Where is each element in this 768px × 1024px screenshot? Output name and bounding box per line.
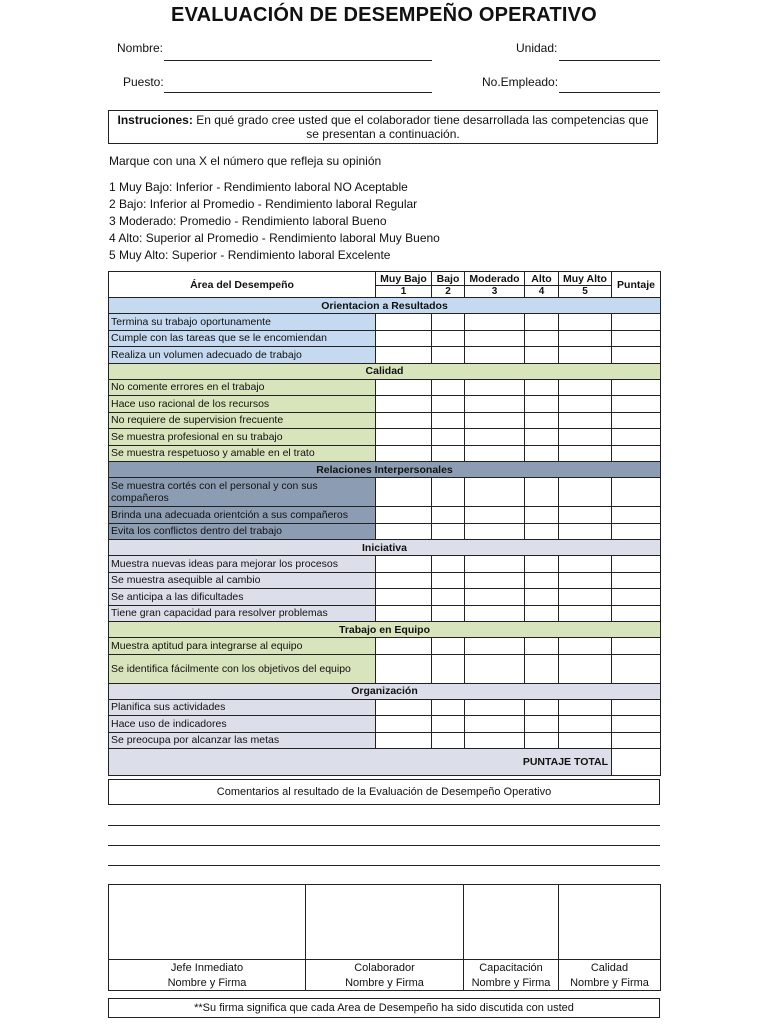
rating-cell-5[interactable]: [559, 412, 612, 429]
rating-cell-1[interactable]: [376, 412, 432, 429]
rating-cell-3[interactable]: [465, 412, 525, 429]
rating-cell-4[interactable]: [525, 445, 559, 462]
rating-cell-5[interactable]: [559, 429, 612, 446]
rating-cell-4[interactable]: [525, 347, 559, 364]
rating-cell-5[interactable]: [559, 507, 612, 524]
rating-cell-2[interactable]: [432, 699, 465, 716]
signature-subtitle: Nombre y Firma: [306, 975, 464, 991]
signature-space-capacitacion[interactable]: [464, 885, 559, 960]
rating-cell-4[interactable]: [525, 314, 559, 331]
rating-cell-4[interactable]: [525, 396, 559, 413]
rating-cell-4[interactable]: [525, 716, 559, 733]
comment-line[interactable]: [108, 825, 660, 826]
criterion-label: Se muestra asequible al cambio: [109, 572, 376, 589]
score-cell[interactable]: [612, 396, 661, 413]
criterion-row: [109, 429, 661, 446]
level-header: Muy Alto: [559, 272, 612, 286]
rating-cell-3[interactable]: [465, 523, 525, 540]
rating-cell-4[interactable]: [525, 507, 559, 524]
rating-cell-4[interactable]: [525, 589, 559, 606]
rating-cell-2[interactable]: [432, 330, 465, 347]
criterion-label: Cumple con las tareas que se le encomiendan: [109, 330, 376, 347]
unidad-field[interactable]: [559, 60, 660, 61]
section-title: Orientacion a Resultados: [109, 298, 661, 314]
rating-cell-4[interactable]: [525, 732, 559, 749]
score-cell[interactable]: [612, 638, 661, 655]
rating-cell-2[interactable]: [432, 347, 465, 364]
scale-item: 4 Alto: Superior al Promedio - Rendimiento laboral Muy Bueno: [109, 231, 440, 245]
score-cell[interactable]: [612, 589, 661, 606]
rating-cell-2[interactable]: [432, 732, 465, 749]
section-row: [109, 363, 661, 379]
rating-cell-5[interactable]: [559, 699, 612, 716]
section-row: [109, 622, 661, 638]
criterion-row: [109, 654, 661, 683]
section-row: [109, 683, 661, 699]
rating-cell-3[interactable]: [465, 716, 525, 733]
total-label: PUNTAJE TOTAL: [109, 749, 612, 776]
signature-space-jefe[interactable]: [109, 885, 306, 960]
rating-cell-5[interactable]: [559, 716, 612, 733]
section-title: Iniciativa: [109, 540, 661, 556]
level-number: 4: [525, 286, 559, 298]
criterion-row: [109, 412, 661, 429]
rating-cell-1[interactable]: [376, 507, 432, 524]
mark-instruction: Marque con una X el número que refleja su opinión: [109, 154, 382, 168]
rating-cell-4[interactable]: [525, 654, 559, 683]
criterion-row: [109, 699, 661, 716]
puesto-field[interactable]: [164, 92, 432, 93]
rating-cell-1[interactable]: [376, 654, 432, 683]
rating-cell-4[interactable]: [525, 556, 559, 573]
rating-cell-1[interactable]: [376, 445, 432, 462]
rating-cell-3[interactable]: [465, 654, 525, 683]
rating-cell-3[interactable]: [465, 556, 525, 573]
criterion-label: Brinda una adecuada orientción a sus compañeros: [109, 507, 376, 524]
criterion-label: No comente errores en el trabajo: [109, 379, 376, 396]
rating-cell-2[interactable]: [432, 412, 465, 429]
rating-cell-5[interactable]: [559, 732, 612, 749]
criterion-label: Tiene gran capacidad para resolver problemas: [109, 605, 376, 622]
score-cell[interactable]: [612, 330, 661, 347]
rating-cell-3[interactable]: [465, 638, 525, 655]
criterion-label: Hace uso de indicadores: [109, 716, 376, 733]
rating-cell-2[interactable]: [432, 605, 465, 622]
section-title: Calidad: [109, 363, 661, 379]
rating-cell-4[interactable]: [525, 429, 559, 446]
signature-subtitle: Nombre y Firma: [464, 975, 559, 991]
signature-role: Jefe Inmediato: [109, 960, 306, 976]
rating-cell-3[interactable]: [465, 699, 525, 716]
criterion-row: [109, 379, 661, 396]
level-header: Alto: [525, 272, 559, 286]
criterion-row: [109, 523, 661, 540]
rating-cell-1[interactable]: [376, 732, 432, 749]
signature-space-calidad[interactable]: [559, 885, 661, 960]
signature-role: Capacitación: [464, 960, 559, 976]
score-cell[interactable]: [612, 379, 661, 396]
form-title: EVALUACIÓN DE DESEMPEÑO OPERATIVO: [171, 4, 597, 26]
criterion-row: [109, 478, 661, 507]
section-title: Relaciones Interpersonales: [109, 462, 661, 478]
criterion-row: [109, 330, 661, 347]
level-number: 5: [559, 286, 612, 298]
criterion-label: Se muestra cortés con el personal y con sus compañeros: [109, 478, 376, 507]
instructions-text: En qué grado cree usted que el colaborador tiene desarrollada las competencias que se presentan a continuación.: [192, 113, 649, 141]
rating-cell-4[interactable]: [525, 412, 559, 429]
score-cell[interactable]: [612, 716, 661, 733]
rating-cell-2[interactable]: [432, 572, 465, 589]
rating-cell-3[interactable]: [465, 445, 525, 462]
comment-line[interactable]: [108, 865, 660, 866]
signature-role: Colaborador: [306, 960, 464, 976]
criterion-label: Muestra aptitud para integrarse al equipo: [109, 638, 376, 655]
criterion-row: [109, 572, 661, 589]
rating-cell-2[interactable]: [432, 716, 465, 733]
rating-cell-1[interactable]: [376, 589, 432, 606]
rating-cell-1[interactable]: [376, 523, 432, 540]
level-header: Moderado: [465, 272, 525, 286]
score-header: Puntaje: [612, 272, 661, 298]
rating-cell-4[interactable]: [525, 605, 559, 622]
criterion-row: [109, 347, 661, 364]
evaluation-table: [108, 271, 661, 776]
rating-cell-5[interactable]: [559, 330, 612, 347]
rating-cell-1[interactable]: [376, 330, 432, 347]
scale-item: 1 Muy Bajo: Inferior - Rendimiento laboral NO Aceptable: [109, 180, 408, 194]
level-header: Bajo: [432, 272, 465, 286]
score-cell[interactable]: [612, 732, 661, 749]
rating-cell-5[interactable]: [559, 638, 612, 655]
criterion-label: Muestra nuevas ideas para mejorar los procesos: [109, 556, 376, 573]
scale-item: 2 Bajo: Inferior al Promedio - Rendimiento laboral Regular: [109, 197, 418, 211]
criterion-label: Se muestra respetuoso y amable en el trato: [109, 445, 376, 462]
signature-subtitle: Nombre y Firma: [559, 975, 661, 991]
rating-cell-5[interactable]: [559, 654, 612, 683]
score-cell[interactable]: [612, 445, 661, 462]
rating-cell-5[interactable]: [559, 523, 612, 540]
criterion-row: [109, 507, 661, 524]
rating-cell-3[interactable]: [465, 314, 525, 331]
score-cell[interactable]: [612, 507, 661, 524]
footer-note: **Su firma significa que cada Area de Desempeño ha sido discutida con usted: [108, 998, 660, 1018]
rating-cell-4[interactable]: [525, 330, 559, 347]
rating-cell-5[interactable]: [559, 556, 612, 573]
section-title: Trabajo en Equipo: [109, 622, 661, 638]
comment-line[interactable]: [108, 845, 660, 846]
rating-cell-1[interactable]: [376, 314, 432, 331]
rating-cell-5[interactable]: [559, 347, 612, 364]
criterion-row: [109, 396, 661, 413]
rating-cell-5[interactable]: [559, 379, 612, 396]
rating-cell-4[interactable]: [525, 478, 559, 507]
score-cell[interactable]: [612, 347, 661, 364]
criterion-row: [109, 445, 661, 462]
score-cell[interactable]: [612, 523, 661, 540]
rating-cell-1[interactable]: [376, 572, 432, 589]
criterion-row: [109, 605, 661, 622]
section-title: Organización: [109, 683, 661, 699]
rating-cell-2[interactable]: [432, 638, 465, 655]
rating-cell-1[interactable]: [376, 556, 432, 573]
score-cell[interactable]: [612, 699, 661, 716]
section-row: [109, 298, 661, 314]
rating-cell-1[interactable]: [376, 716, 432, 733]
rating-cell-2[interactable]: [432, 429, 465, 446]
total-score-cell[interactable]: [612, 749, 661, 776]
criterion-row: [109, 589, 661, 606]
rating-cell-4[interactable]: [525, 699, 559, 716]
rating-cell-2[interactable]: [432, 396, 465, 413]
rating-cell-4[interactable]: [525, 638, 559, 655]
criterion-label: Evita los conflictos dentro del trabajo: [109, 523, 376, 540]
area-header: Área del Desempeño: [109, 272, 376, 298]
rating-cell-2[interactable]: [432, 379, 465, 396]
unidad-label: Unidad:: [516, 41, 558, 55]
signature-role: Calidad: [559, 960, 661, 976]
nombre-field[interactable]: [164, 60, 432, 61]
scale-item: 5 Muy Alto: Superior - Rendimiento laboral Excelente: [109, 248, 391, 262]
rating-cell-3[interactable]: [465, 396, 525, 413]
rating-cell-5[interactable]: [559, 572, 612, 589]
section-row: [109, 540, 661, 556]
criterion-row: [109, 716, 661, 733]
rating-cell-2[interactable]: [432, 556, 465, 573]
level-number: 3: [465, 286, 525, 298]
score-cell[interactable]: [612, 478, 661, 507]
criterion-label: Se preocupa por alcanzar las metas: [109, 732, 376, 749]
rating-cell-3[interactable]: [465, 478, 525, 507]
criterion-label: Termina su trabajo oportunamente: [109, 314, 376, 331]
rating-cell-5[interactable]: [559, 589, 612, 606]
puesto-label: Puesto:: [123, 75, 164, 89]
rating-cell-3[interactable]: [465, 589, 525, 606]
rating-cell-1[interactable]: [376, 429, 432, 446]
criterion-label: Hace uso racional de los recursos: [109, 396, 376, 413]
signature-table: [108, 884, 661, 991]
no-empleado-label: No.Empleado:: [482, 75, 559, 89]
rating-cell-1[interactable]: [376, 605, 432, 622]
rating-cell-3[interactable]: [465, 379, 525, 396]
rating-cell-3[interactable]: [465, 330, 525, 347]
criterion-label: Realiza un volumen adecuado de trabajo: [109, 347, 376, 364]
score-cell[interactable]: [612, 654, 661, 683]
rating-cell-4[interactable]: [525, 523, 559, 540]
rating-cell-4[interactable]: [525, 572, 559, 589]
section-row: [109, 462, 661, 478]
rating-cell-2[interactable]: [432, 314, 465, 331]
score-cell[interactable]: [612, 412, 661, 429]
rating-cell-2[interactable]: [432, 445, 465, 462]
rating-cell-5[interactable]: [559, 445, 612, 462]
rating-cell-2[interactable]: [432, 654, 465, 683]
criterion-label: Se muestra profesional en su trabajo: [109, 429, 376, 446]
rating-cell-5[interactable]: [559, 396, 612, 413]
nombre-label: Nombre:: [117, 41, 164, 55]
criterion-row: [109, 638, 661, 655]
criterion-row: [109, 556, 661, 573]
rating-cell-5[interactable]: [559, 314, 612, 331]
instructions-box: [108, 110, 658, 144]
rating-cell-3[interactable]: [465, 572, 525, 589]
criterion-row: [109, 314, 661, 331]
instructions-label: Instruciones:: [117, 113, 193, 127]
rating-cell-1[interactable]: [376, 699, 432, 716]
signature-subtitle: Nombre y Firma: [109, 975, 306, 991]
level-number: 2: [432, 286, 465, 298]
comments-title: Comentarios al resultado de la Evaluación de Desempeño Operativo: [108, 779, 660, 805]
rating-cell-2[interactable]: [432, 507, 465, 524]
rating-cell-1[interactable]: [376, 347, 432, 364]
rating-cell-2[interactable]: [432, 478, 465, 507]
score-cell[interactable]: [612, 429, 661, 446]
scale-item: 3 Moderado: Promedio - Rendimiento laboral Bueno: [109, 214, 387, 228]
rating-cell-4[interactable]: [525, 379, 559, 396]
score-cell[interactable]: [612, 605, 661, 622]
rating-cell-3[interactable]: [465, 347, 525, 364]
rating-cell-2[interactable]: [432, 523, 465, 540]
criterion-row: [109, 732, 661, 749]
criterion-label: Planifica sus actividades: [109, 699, 376, 716]
rating-cell-1[interactable]: [376, 638, 432, 655]
rating-cell-3[interactable]: [465, 732, 525, 749]
signature-space-colaborador[interactable]: [306, 885, 464, 960]
score-cell[interactable]: [612, 314, 661, 331]
criterion-label: Se identifica fácilmente con los objetivos del equipo: [109, 654, 376, 683]
rating-cell-2[interactable]: [432, 589, 465, 606]
no-empleado-field[interactable]: [559, 92, 660, 93]
rating-cell-3[interactable]: [465, 507, 525, 524]
rating-cell-1[interactable]: [376, 379, 432, 396]
level-header: Muy Bajo: [376, 272, 432, 286]
rating-cell-1[interactable]: [376, 478, 432, 507]
rating-cell-3[interactable]: [465, 429, 525, 446]
score-cell[interactable]: [612, 556, 661, 573]
criterion-label: Se anticipa a las dificultades: [109, 589, 376, 606]
level-number: 1: [376, 286, 432, 298]
rating-cell-1[interactable]: [376, 396, 432, 413]
rating-cell-5[interactable]: [559, 605, 612, 622]
rating-cell-5[interactable]: [559, 478, 612, 507]
score-cell[interactable]: [612, 572, 661, 589]
criterion-label: No requiere de supervision frecuente: [109, 412, 376, 429]
rating-cell-3[interactable]: [465, 605, 525, 622]
